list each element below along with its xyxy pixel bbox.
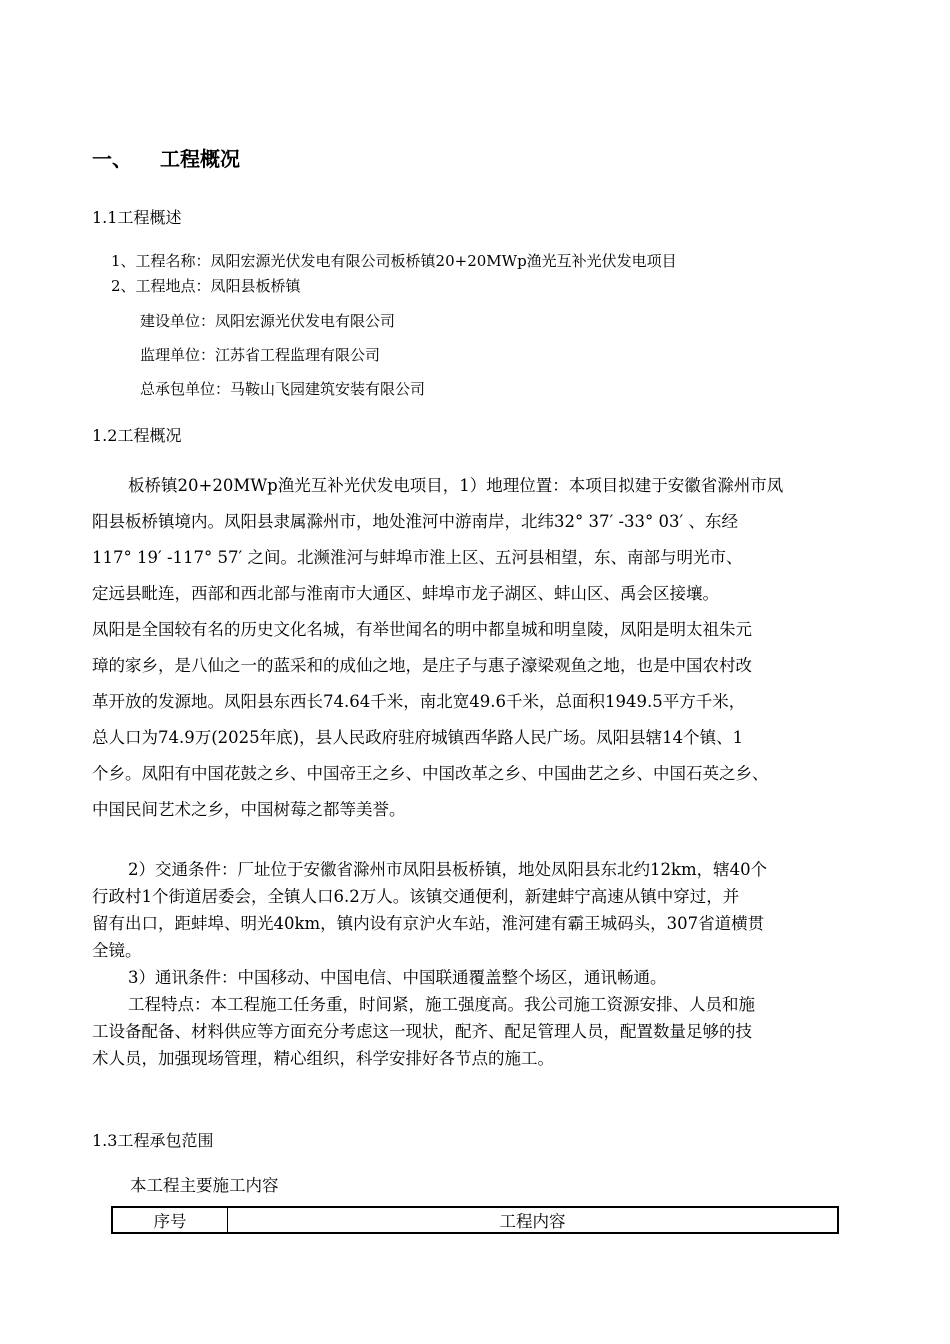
paragraph-line: 定远县毗连，西部和西北部与淮南市大通区、蚌埠市龙子湖区、蚌山区、禹会区接壤。 [92, 584, 719, 603]
paragraph-line: 中国民间艺术之乡，中国树莓之都等美誉。 [92, 800, 406, 819]
table-header-cell: 序号 [112, 1207, 228, 1233]
chapter-heading [92, 143, 240, 172]
supervision-unit-line [140, 344, 380, 365]
paragraph-line: 留有出口，距蚌埠、明光40km，镇内设有京沪火车站，淮河建有霸王城码头，307省道横贯 [92, 914, 765, 933]
paragraph-line: 117° 19′ -117° 57′ 之间。北濒淮河与蚌埠市淮上区、五河县相望，东、南部与明光市、 [92, 548, 743, 567]
paragraph-line: 全镜。 [92, 941, 142, 960]
paragraph-line: 板桥镇20+20MWp渔光互补光伏发电项目，1）地理位置：本项目拟建于安徽省滁州市凤 [128, 476, 784, 495]
scope-intro: 本工程主要施工内容 [130, 1176, 279, 1195]
paragraph-line: 璋的家乡，是八仙之一的蓝采和的成仙之地，是庄子与惠子濠梁观鱼之地，也是中国农村改 [92, 656, 752, 675]
section-title-1-3: 1.3工程承包范围 [92, 1131, 214, 1150]
project-location-line [111, 275, 301, 296]
section-title-1-1: 1.1工程概述 [92, 208, 182, 227]
paragraph-line: 2）交通条件：厂址位于安徽省滁州市凤阳县板桥镇，地处凤阳县东北约12km，辖40个 [128, 860, 768, 879]
paragraph-line: 工程特点：本工程施工任务重，时间紧，施工强度高。我公司施工资源安排、人员和施 [128, 995, 755, 1014]
paragraph-line: 个乡。凤阳有中国花鼓之乡、中国帝王之乡、中国改革之乡、中国曲艺之乡、中国石英之乡、 [92, 764, 769, 783]
info-value: 凤阳宏源光伏发电有限公司 [215, 312, 396, 330]
table-header-row [112, 1207, 838, 1233]
section-title-1-2: 1.2工程概况 [92, 426, 182, 445]
overview-paragraph [92, 468, 872, 828]
paragraph-line: 总人口为74.9万(2025年底)，县人民政府驻府城镇西华路人民广场。凤阳县辖14个镇、1 [92, 728, 744, 747]
chapter-title: 工程概况 [160, 147, 240, 171]
info-label: 建设单位： [140, 312, 216, 330]
table-header-cell: 工程内容 [228, 1207, 839, 1233]
paragraph-line: 行政村1个街道居委会，全镇人口6.2万人。该镇交通便利，新建蚌宁高速从镇中穿过，并 [92, 887, 740, 906]
info-value: 凤阳县板桥镇 [210, 277, 301, 295]
info-value: 江苏省工程监理有限公司 [215, 346, 381, 364]
paragraph-line: 术人员，加强现场管理，精心组织，科学安排好各节点的施工。 [92, 1049, 554, 1068]
conditions-paragraph [92, 856, 872, 1072]
paragraph-line: 革开放的发源地。凤阳县东西长74.64千米，南北宽49.6千米，总面积1949.5平方千米， [92, 692, 746, 711]
info-label: 2、工程地点： [111, 277, 211, 295]
chapter-number: 一、 [92, 147, 132, 171]
info-label: 1、工程名称： [111, 252, 211, 270]
paragraph-line: 3）通讯条件：中国移动、中国电信、中国联通覆盖整个场区，通讯畅通。 [128, 968, 667, 987]
scope-table [111, 1206, 839, 1234]
info-value: 凤阳宏源光伏发电有限公司板桥镇20+20MWp渔光互补光伏发电项目 [210, 252, 677, 270]
paragraph-line: 工设备配备、材料供应等方面充分考虑这一现状，配齐、配足管理人员，配置数量足够的技 [92, 1022, 752, 1041]
info-label: 总承包单位： [140, 380, 231, 398]
project-name-line [111, 250, 677, 271]
info-value: 马鞍山飞园建筑安装有限公司 [230, 380, 426, 398]
info-label: 监理单位： [140, 346, 216, 364]
owner-unit-line [140, 310, 395, 331]
contractor-line [140, 378, 425, 399]
paragraph-line: 阳县板桥镇境内。凤阳县隶属滁州市，地处淮河中游南岸，北纬32° 37′ -33° 03′ 、东经 [92, 512, 739, 531]
paragraph-line: 凤阳是全国较有名的历史文化名城，有举世闻名的明中都皇城和明皇陵，凤阳是明太祖朱元 [92, 620, 752, 639]
